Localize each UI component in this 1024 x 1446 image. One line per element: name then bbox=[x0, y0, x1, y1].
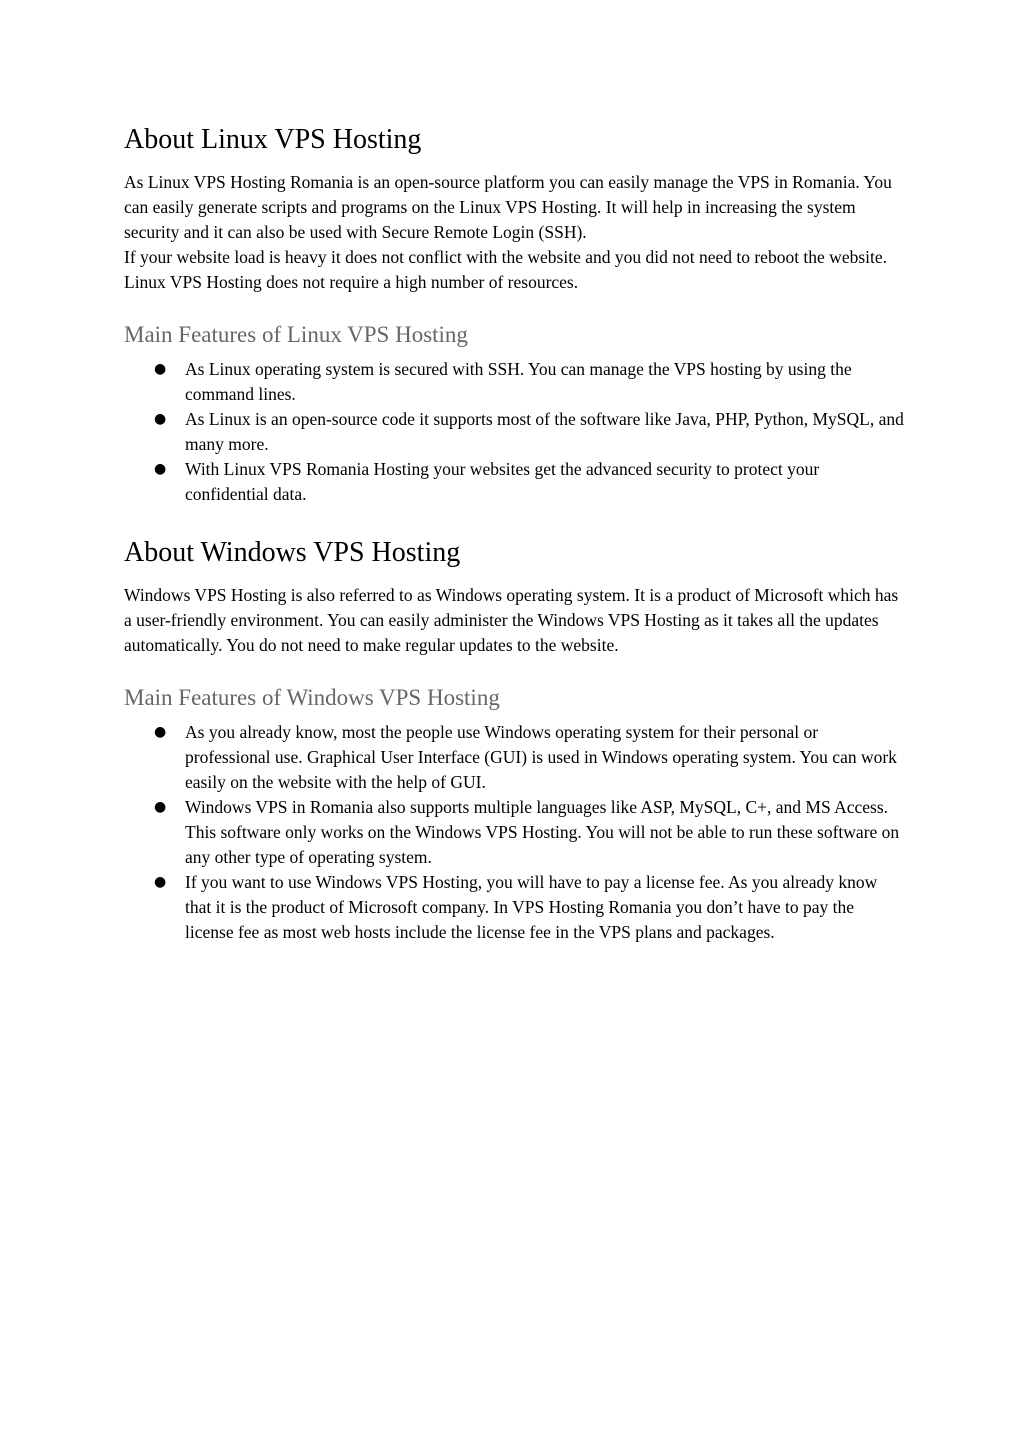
list-item bbox=[124, 357, 904, 407]
section-heading-windows: About Windows VPS Hosting bbox=[124, 537, 461, 568]
bullet-icon: ● bbox=[154, 874, 167, 890]
list-item-text: With Linux VPS Romania Hosting your websites get the advanced security to protect your confidential data. bbox=[185, 459, 820, 504]
features-list-linux bbox=[124, 357, 904, 507]
list-item bbox=[124, 720, 904, 795]
list-item bbox=[124, 407, 904, 457]
list-item-text: As you already know, most the people use Windows operating system for their personal or professional use. Graphical User Interface (GUI) is used in Windows operating system. You can work easily on the website with the help of GUI. bbox=[185, 722, 897, 792]
list-item bbox=[124, 457, 904, 507]
features-list-windows bbox=[124, 720, 904, 945]
bullet-icon: ● bbox=[154, 461, 167, 477]
list-item-text: As Linux operating system is secured with SSH. You can manage the VPS hosting by using the command lines. bbox=[185, 359, 852, 404]
features-heading-windows: Main Features of Windows VPS Hosting bbox=[124, 685, 500, 710]
list-item bbox=[124, 870, 904, 945]
document-page bbox=[124, 120, 904, 945]
bullet-icon: ● bbox=[154, 799, 167, 815]
bullet-icon: ● bbox=[154, 361, 167, 377]
bullet-icon: ● bbox=[154, 724, 167, 740]
features-heading-linux: Main Features of Linux VPS Hosting bbox=[124, 322, 468, 347]
list-item-text: As Linux is an open-source code it supports most of the software like Java, PHP, Python, MySQL, and many more. bbox=[185, 409, 904, 454]
section-paragraph-windows: Windows VPS Hosting is also referred to as Windows operating system. It is a product of Microsoft which has a user-friendly environment. You can easily administer the Windows VPS Hosting as it takes all the updates automatically. You do not need to make regular updates to the website. bbox=[124, 585, 899, 655]
list-item-text: If you want to use Windows VPS Hosting, you will have to pay a license fee. As you already know that it is the product of Microsoft company. In VPS Hosting Romania you don’t have to pay the license fee as most web hosts include the license fee in the VPS plans and packages. bbox=[185, 872, 878, 942]
section-heading-linux: About Linux VPS Hosting bbox=[124, 124, 422, 155]
list-item-text: Windows VPS in Romania also supports multiple languages like ASP, MySQL, C+, and MS Access. This software only works on the Windows VPS Hosting. You will not be able to run these software on any other type of operating system. bbox=[185, 797, 900, 867]
bullet-icon: ● bbox=[154, 411, 167, 427]
section-paragraph-linux: As Linux VPS Hosting Romania is an open-source platform you can easily manage the VPS in Romania. You can easily generate scripts and programs on the Linux VPS Hosting. It will help in increasing the system security and it can also be used with Secure Remote Login (SSH). If your website load is heavy it does not conflict with the website and you did not need to reboot the website. Linux VPS Hosting does not require a high number of resources. bbox=[124, 172, 892, 292]
list-item bbox=[124, 795, 904, 870]
